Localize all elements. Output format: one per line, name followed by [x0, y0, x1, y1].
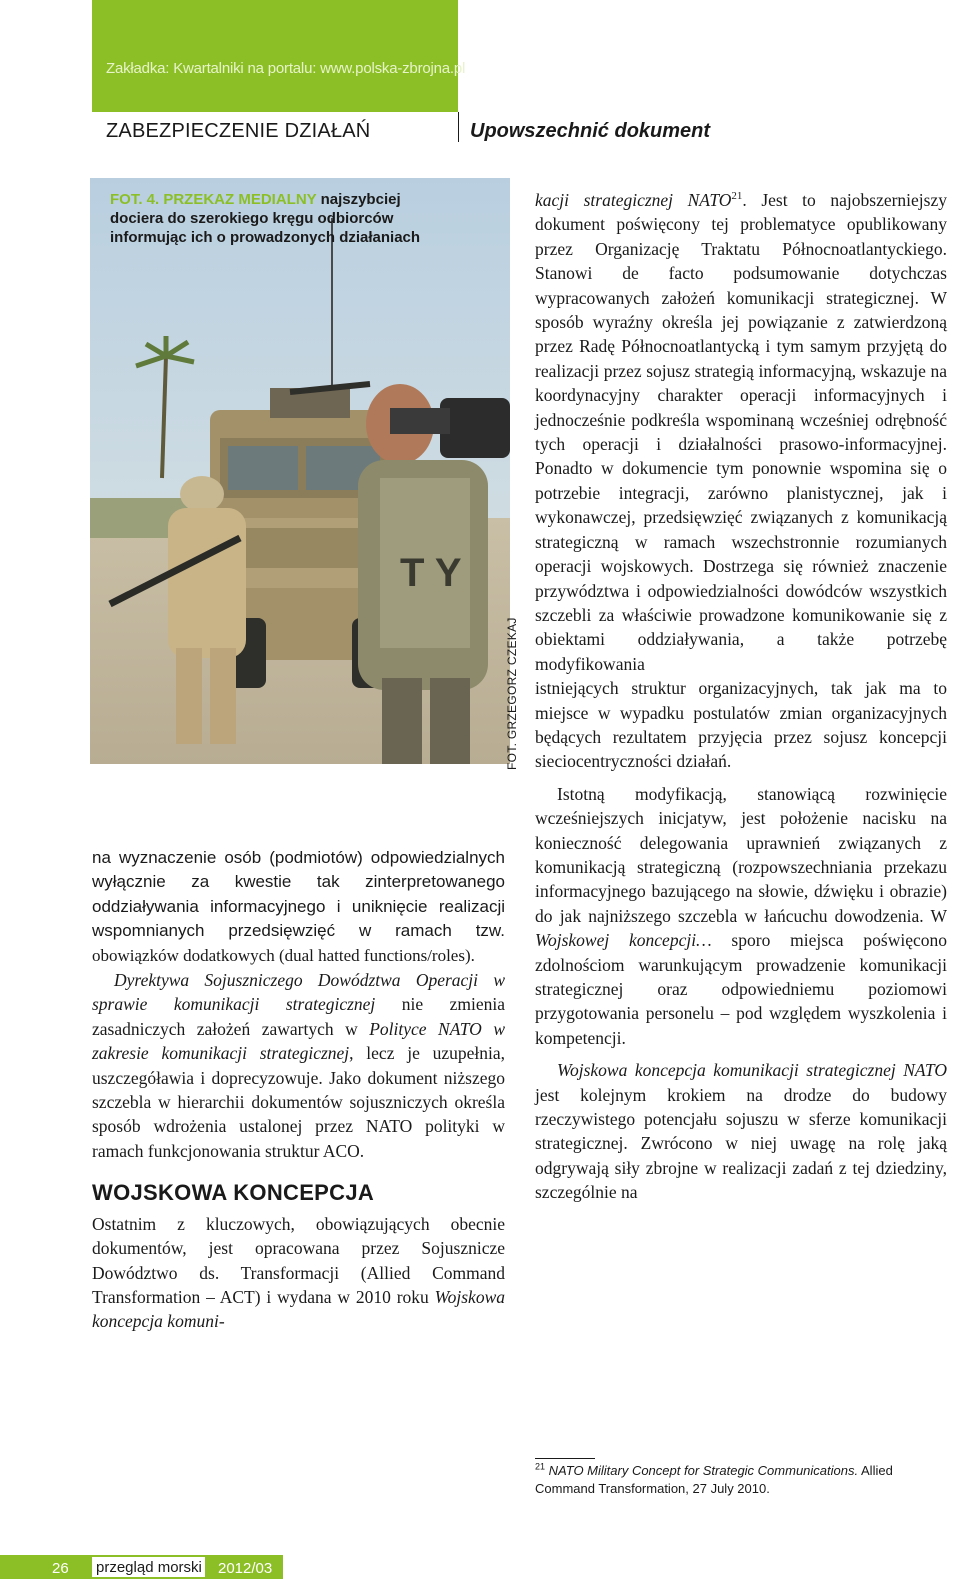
footnote-divider [535, 1458, 595, 1459]
publication-issue: 2012/03 [218, 1560, 273, 1577]
doc-title-directive: Dyrektywa Sojuszniczego Dowództwa Operacji w sprawie komunikacji strategicznej [92, 970, 505, 1015]
left-p2-text-1: nie zmienia zasadniczych założeń zawartych w [92, 994, 505, 1039]
vest-letters: T Y [400, 551, 462, 595]
right-column [535, 188, 947, 1205]
footnote-ref[interactable]: 21 [731, 190, 743, 203]
photo-illustration [90, 178, 510, 764]
right-p3-text: jest kolejnym krokiem na drodze do budowy rzeczywistego potencjału sojuszu w sferze komunikacji strategicznej. Zwrócono w niej uwagę na rolę jaką odgrywają siły zbrojne w realizacji zadań z tej dziedziny, szczególnie na [535, 1084, 947, 1203]
bookmark-link[interactable]: Zakładka: Kwartalniki na portalu: www.polska-zbrojna.pl [106, 60, 466, 77]
left-p3-text: Ostatnim z kluczowych, obowiązujących obecnie dokumentów, jest opracowana przez Sojusznicze Dowództwo ds. Transformacji (Allied Command Transformation – ACT) i wydana w 2010 roku [92, 1213, 505, 1307]
left-column [92, 846, 505, 1334]
left-p1-text: na wyznaczenie osób (podmiotów) odpowiedzialnych wyłącznie za kwestie tak zinterpretowanego oddziaływania informacyjnego i uniknięcie realizacji wspomnianych przedsięwzięć w ramach tzw. [92, 848, 505, 941]
section-title: ZABEZPIECZENIE DZIAŁAŃ [106, 120, 371, 142]
footnote [535, 1462, 950, 1498]
header-green-block [92, 0, 458, 112]
page-number: 26 [52, 1560, 69, 1577]
left-p1b-text: obowiązków dodatkowych (dual hatted functions/roles). [92, 945, 475, 965]
left-paragraph-2 [92, 968, 505, 1163]
right-paragraph-2 [535, 782, 947, 1050]
footnote-number: 21 [535, 1461, 546, 1472]
caption-label: FOT. 4. PRZEKAZ MEDIALNY [110, 191, 317, 208]
article-photo [90, 178, 510, 764]
right-p1-text-2: istniejących struktur organizacyjnych, tak jak ma to miejsce w wypadku postulatów zmian organizacyjnych będących rezultatem przyjęcia przez sojusz koncepcji sieciocentryczności działań. [535, 678, 947, 772]
right-paragraph-1 [535, 188, 947, 676]
left-paragraph-1 [92, 846, 505, 968]
doc-title-policy: Polityce NATO w zakresie komunikacji strategicznej [92, 1018, 505, 1064]
caption-text: najszybciej dociera do szerokiego kręgu odbiorców informując ich o prowadzonych działaniach [110, 191, 421, 246]
article-title: Upowszechnić dokument [470, 120, 711, 142]
right-paragraph-1b [535, 676, 947, 774]
doc-title-concept-cont: kacji strategicznej NATO [535, 190, 732, 210]
right-p2-text-1: Istotną modyfikacją, stanowiącą rozwinięcie wcześniejszych inicjatyw, jest położenie nacisku na konieczność delegowania uprawnień związanych z komunikacją strategiczną (rozpowszechniania przekazu informacyjnego bazującego na słowie, dźwięku i obrazie) do jak najniższego szczebla w łańcuchu dowodzenia. W [535, 783, 947, 926]
doc-title-full: Wojskowa koncepcja komunikacji strategicznej NATO [557, 1060, 947, 1081]
photo-caption [110, 190, 440, 247]
left-p2-text-2: , lecz je uzupełnia, uszczegóławia i doprecyzowuje. Jako dokument niższego szczebla w hierarchii dokumentów sojuszniczych określa sposób wdrożenia ustalonej przez NATO polityki w ramach funkcjonowania struktur ACO. [92, 1043, 506, 1161]
footnote-text: Allied Command Transformation, 27 July 2010. [535, 1463, 893, 1496]
left-paragraph-3 [92, 1212, 505, 1334]
footnote-title: NATO Military Concept for Strategic Communications. [548, 1463, 859, 1478]
right-paragraph-3 [535, 1058, 947, 1204]
right-p1-text-1: . Jest to najobszerniejszy dokument poświęcony tej problematyce opublikowany przez Organizację Traktatu Północnoatlantyckiego. Stanowi de facto podsumowanie dotychczas wypracowanych założeń komunikacji strategicznej. W sposób wyraźny określa jej powiązanie z zatwierdzoną przez Radę Północnoatlantycką i tym samym przyjętą do realizacji przez sojusz strategią informacyjną, wskazuje na koordynacyjny charakter operacji informacyjnych i jednocześnie podkreśla wspominaną wcześniej odrębność tych operacji i działalności prasowo-informacyjnej. Ponadto w dokumencie tym ponownie wspomina się o potrzebie integracji, zarówno planistycznej, jak i wykonawczej, przedsięwzięć związanych z komunikacją strategiczną w ramach wszechstronnie rozumianych operacji wojskowych. Dostrzega się również znaczenie przywództwa i odpowiedzialności dowódców wszystkich szczebli za właściwie prowadzone komunikowanie się z obiektami oddziaływania, a także potrzebę modyfikowania [535, 190, 948, 674]
doc-title-short: Wojskowej koncepcji… [535, 930, 712, 951]
header-divider [458, 112, 459, 142]
right-p2-text-2: sporo miejsca poświęcono zdolnościom warunkującym prowadzenie komunikacji strategicznej oraz odpowiedniemu poziomowi przygotowania personelu – pod względem wyszkolenia i kompetencji. [535, 930, 947, 1048]
photo-credit: FOT. GRZEGORZ CZEKAJ [505, 617, 519, 770]
publication-name: przegląd morski [96, 1559, 202, 1576]
doc-title-concept: Wojskowa koncepcja komuni- [92, 1286, 505, 1332]
subheading: WOJSKOWA KONCEPCJA [92, 1180, 375, 1206]
